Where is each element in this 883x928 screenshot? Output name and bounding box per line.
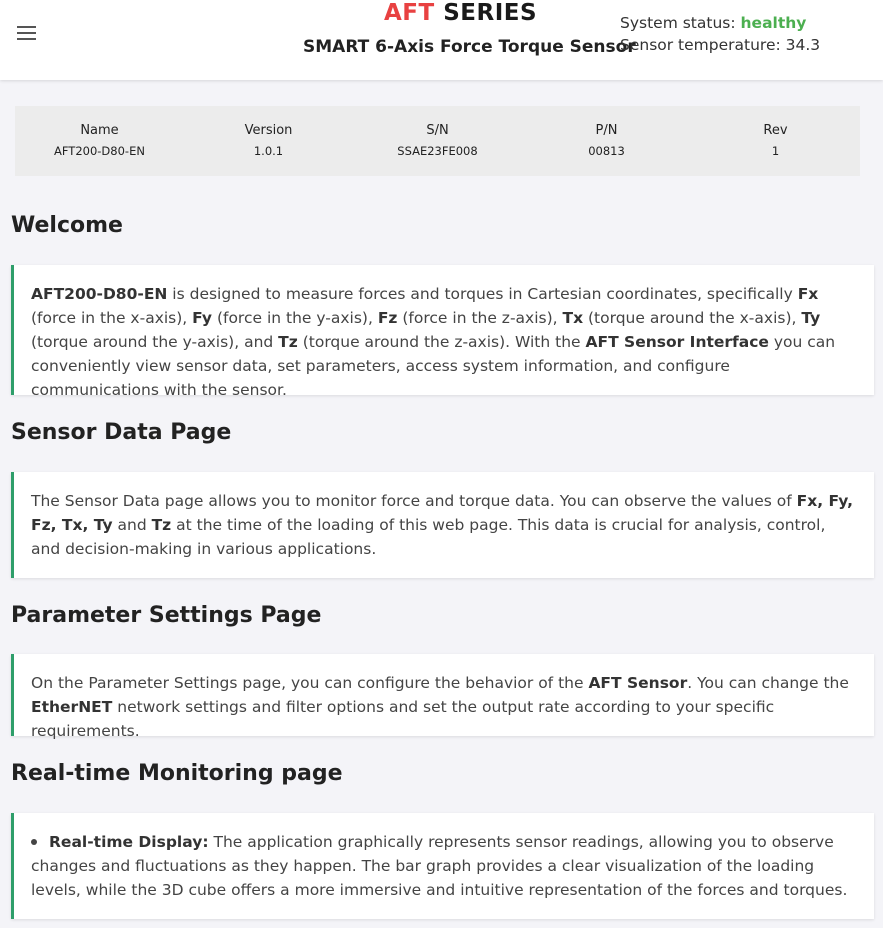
system-status: [620, 12, 820, 56]
brand-rest: SERIES: [443, 0, 538, 26]
sensor-term: AFT Sensor: [588, 674, 688, 692]
welcome-heading: Welcome: [11, 213, 123, 238]
sensor-data-text: and: [112, 516, 152, 534]
info-label: Name: [80, 123, 119, 138]
fy-term: Fy: [192, 309, 213, 327]
fx-term: Fx: [797, 285, 819, 303]
welcome-text: (torque around the x-axis),: [583, 309, 802, 327]
info-revision: [691, 121, 860, 161]
welcome-text: you can conveniently view sensor data, set parameters, access system information, and configure communications with the sensor.: [31, 333, 836, 399]
info-value: 00813: [588, 144, 625, 158]
welcome-text: (torque around the y-axis), and: [31, 333, 279, 351]
temperature-label: Sensor temperature:: [620, 36, 781, 54]
brand-accent: AFT: [384, 0, 435, 26]
tz-term: Tz: [151, 516, 172, 534]
param-text: On the Parameter Settings page, you can configure the behavior of the: [31, 674, 589, 692]
ty-term: Ty: [801, 309, 821, 327]
interface-term: AFT Sensor Interface: [585, 333, 769, 351]
info-value: SSAE23FE008: [397, 144, 478, 158]
welcome-text: (force in the y-axis),: [212, 309, 378, 327]
sensor-data-text: at the time of the loading of this web page. This data is crucial for analysis, control, and decision-making in various applications.: [31, 516, 826, 558]
param-text: . You can change the: [687, 674, 849, 692]
tz-term: Tz: [278, 333, 298, 351]
welcome-text: is designed to measure forces and torques in Cartesian coordinates, specifically: [167, 285, 798, 303]
realtime-text: The application graphically represents sensor readings, allowing you to observe changes and fluctuations as they happen. The bar graph provides a clear visualization of the loading levels, while the 3D cube offers a more immersive and intuitive representation of the forces and torques.: [31, 833, 848, 899]
info-value: 1: [771, 144, 780, 158]
values-term: Fx, Fy, Fz, Tx, Ty: [31, 492, 854, 534]
sensor-data-text: The Sensor Data page allows you to monitor force and torque data. You can observe the values of: [31, 492, 797, 510]
parameter-settings-heading: Parameter Settings Page: [11, 603, 322, 628]
info-serial: [353, 121, 522, 161]
top-bar: [0, 0, 883, 80]
tx-term: Tx: [562, 309, 584, 327]
parameter-settings-card: [11, 654, 874, 740]
ethernet-term: EtherNET: [31, 698, 113, 716]
info-part-number: [522, 121, 691, 161]
welcome-text: (torque around the z-axis). With the: [297, 333, 586, 351]
param-text: network settings and filter options and set the output rate according to your specific requirements.: [31, 698, 775, 740]
info-label: Rev: [763, 123, 788, 138]
model-name: AFT200-D80-EN: [31, 285, 168, 303]
realtime-heading: Real-time Monitoring page: [11, 761, 343, 786]
realtime-card: [11, 813, 874, 919]
bullet-icon: [31, 839, 37, 845]
realtime-display-label: Real-time Display:: [49, 833, 209, 851]
info-value: 1.0.1: [253, 144, 284, 158]
device-info-table: [15, 106, 860, 176]
temperature-value: 34.3: [785, 36, 821, 54]
info-label: P/N: [595, 123, 618, 138]
status-label: System status:: [620, 14, 736, 32]
welcome-text: (force in the z-axis),: [397, 309, 563, 327]
welcome-card: [11, 265, 874, 399]
hamburger-menu-icon[interactable]: [17, 25, 37, 41]
product-subtitle: SMART 6-Axis Force Torque Sensor: [303, 37, 636, 57]
info-version: [184, 121, 353, 161]
sensor-data-card: [11, 472, 874, 578]
info-label: S/N: [426, 123, 449, 138]
info-label: Version: [244, 123, 293, 138]
sensor-data-heading: Sensor Data Page: [11, 420, 232, 445]
info-value: AFT200-D80-EN: [54, 144, 145, 158]
info-name: [15, 121, 184, 161]
brand-title: [384, 0, 537, 26]
welcome-text: (force in the x-axis),: [31, 309, 193, 327]
fz-term: Fz: [377, 309, 398, 327]
status-value: healthy: [740, 14, 807, 32]
